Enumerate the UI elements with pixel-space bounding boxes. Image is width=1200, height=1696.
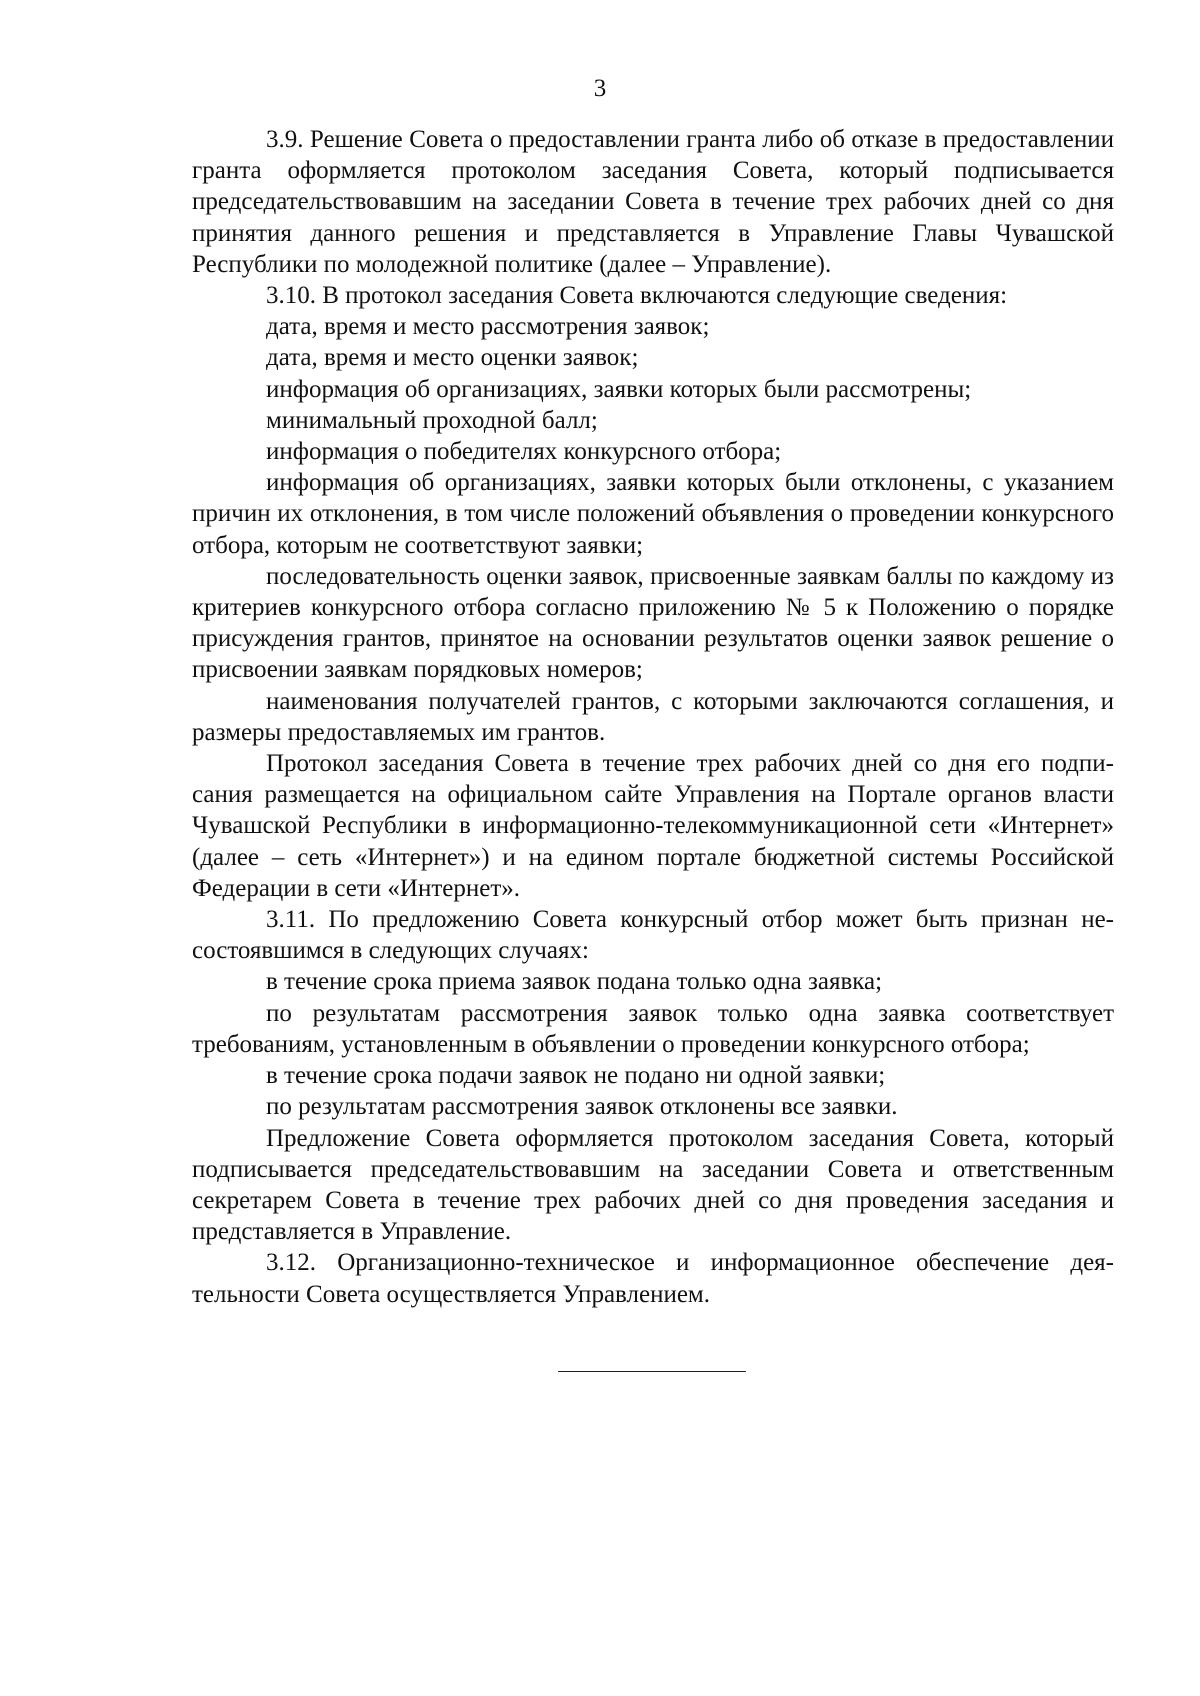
list-item: информация об организациях, заявки которых были отклонены, с указанием причин их отклонения, в том числе положений объявления о проведении конкурсного отбора, которым не соответствуют заявки; xyxy=(192,469,1114,559)
paragraph-3-9: 3.9. Решение Совета о предоставлении гранта либо об отказе в предоставлении гранта оформляется протоколом заседания Совета, который подписывается председательствовавшим на заседании Совета в течение трех рабочих дней со дня принятия данного решения и представляется в Управление Главы Чувашской Республики по молодежной политике (далее – Управление). xyxy=(192,126,1114,278)
list-item: в течение срока приема заявок подана только одна заявка; xyxy=(266,968,883,996)
list-item: в течение срока подачи заявок не подано ни одной заявки; xyxy=(266,1062,886,1090)
list-item: дата, время и место рассмотрения заявок; xyxy=(266,313,710,341)
list-item: наименования получателей грантов, с которыми заключаются соглашения, и размеры предоставляемых им грантов. xyxy=(192,687,1114,746)
list-item: информация об организациях, заявки которых были рассмотрены; xyxy=(266,375,972,403)
paragraph-3-11: 3.11. По предложению Совета конкурсный отбор может быть признан несостоявшимся в следующих случаях: xyxy=(192,906,1114,965)
list-item: последовательность оценки заявок, присвоенные заявкам баллы по каждому из критериев конкурсного отбора согласно приложению № 5 к Положению о порядке присуждения грантов, принятое на основании результатов оценки заявок решение о присвоении заявкам порядковых номеров; xyxy=(192,562,1114,684)
list-item: информация о победителях конкурсного отбора; xyxy=(266,438,782,466)
list-item: минимальный проходной балл; xyxy=(266,406,598,434)
end-of-document-rule xyxy=(558,1371,746,1372)
page-number: 3 xyxy=(593,75,607,102)
paragraph-council-proposal: Предложение Совета оформляется протоколом заседания Совета, который подписывается председательствовавшим на заседании Совета и ответственным секретарем Совета в течение трех рабочих дней со дня проведения заседания и представляется в Управление. xyxy=(192,1124,1114,1246)
paragraph-3-12: 3.12. Организационно-техническое и информационное обеспечение деятельности Совета осуществляется Управлением. xyxy=(192,1249,1114,1308)
list-item: по результатам рассмотрения заявок только одна заявка соответствует требованиям, установленным в объявлении о проведении конкурсного отбора; xyxy=(192,999,1114,1058)
paragraph-3-10: 3.10. В протокол заседания Совета включаются следующие сведения: xyxy=(266,282,1008,310)
document-body xyxy=(192,124,1114,1310)
paragraph-protocol-publication: Протокол заседания Совета в течение трех рабочих дней со дня его подписания размещается на официальном сайте Управления на Портале органов власти Чувашской Республики в информационно-телекоммуникационной сети «Интернет» (далее – сеть «Интернет») и на едином портале бюджетной системы Российской Федерации в сети «Интернет». xyxy=(192,750,1114,902)
list-item: по результатам рассмотрения заявок отклонены все заявки. xyxy=(266,1093,898,1121)
list-item: дата, время и место оценки заявок; xyxy=(266,344,639,372)
